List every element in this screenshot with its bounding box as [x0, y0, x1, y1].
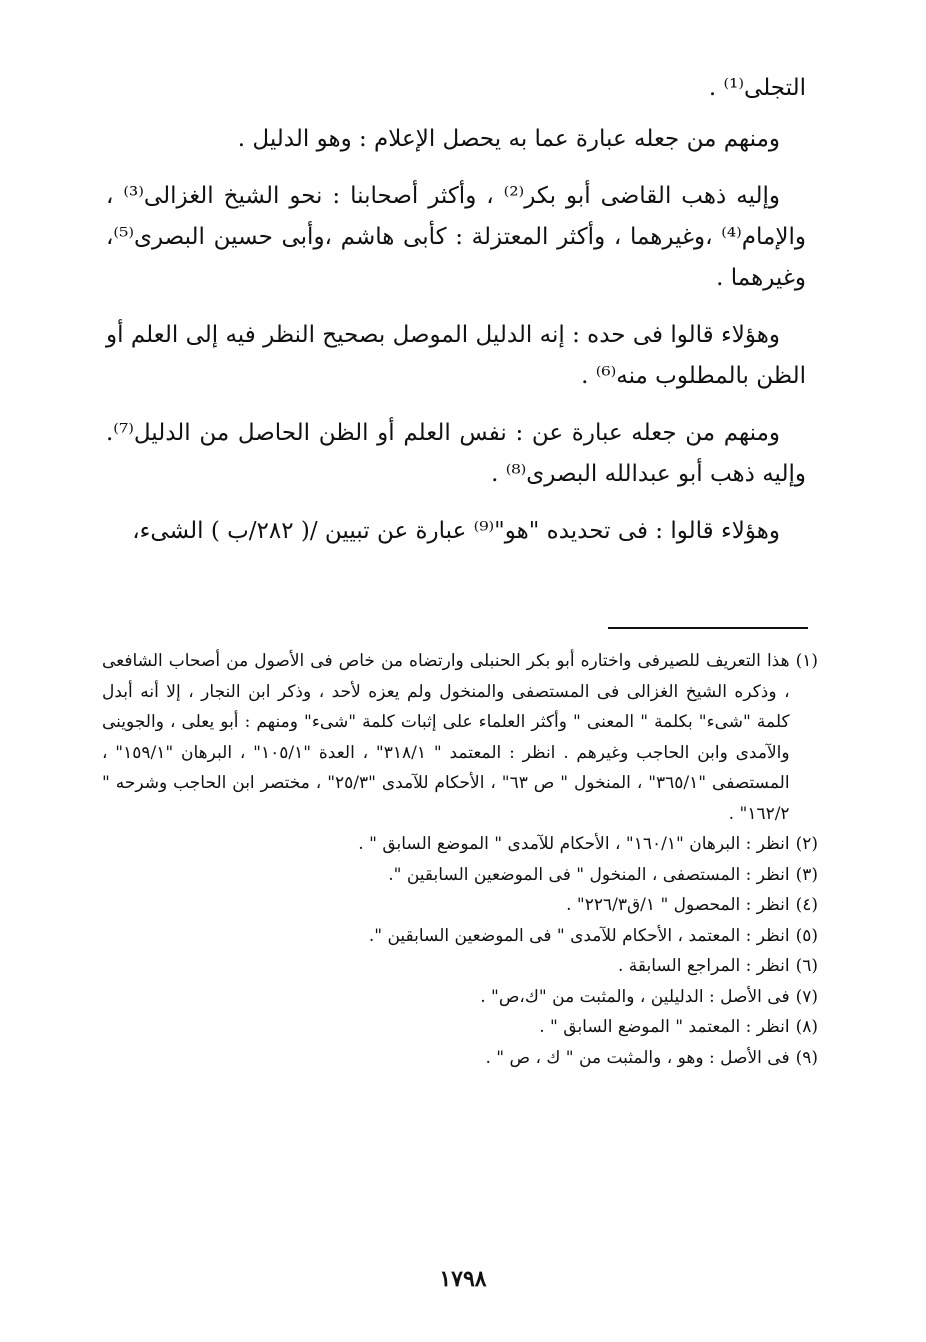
footnotes	[102, 646, 818, 1073]
paragraph-4: وهؤلاء قالوا فى حده : إنه الدليل الموصل بصحيح النظر فيه إلى العلم أو الظن بالمطلوب منه⁽⁶⁾ .	[106, 322, 806, 389]
paragraph-2: ومنهم من جعله عبارة عما به يحصل الإعلام : وهو الدليل .	[237, 126, 780, 152]
footnote-text: انظر : المراجع السابقة .	[617, 956, 790, 976]
footnote-text: انظر : المعتمد ، الأحكام للآمدى " فى الموضعين السابقين ".	[368, 925, 790, 946]
paragraph-6: وهؤلاء قالوا : فى تحديده "هو"⁽⁹⁾ عبارة عن تبيين /( ٢٨٢/ب ) الشىء،	[132, 518, 780, 544]
footnote-text: انظر : البرهان "١٦٠/١" ، الأحكام للآمدى " الموضع السابق " .	[358, 834, 790, 854]
paragraph-5: ومنهم من جعله عبارة عن : نفس العلم أو الظن الحاصل من الدليل⁽⁷⁾. وإليه ذهب أبو عبدالله البصرى⁽⁸⁾ .	[106, 420, 806, 487]
footnote-1	[102, 646, 818, 829]
footnote-6	[102, 951, 818, 982]
footnote-text: انظر : المستصفى ، المنخول " فى الموضعين السابقين ".	[388, 864, 790, 885]
main-text	[106, 68, 806, 568]
footnote-number: (١)	[795, 651, 818, 671]
footnote-text: فى الأصل : الدليلين ، والمثبت من "ك،ص" .	[480, 986, 790, 1007]
footnote-number: (٥)	[795, 925, 818, 946]
footnote-number: (٧)	[795, 986, 818, 1007]
paragraph-3: وإليه ذهب القاضى أبو بكر⁽²⁾ ، وأكثر أصحابنا : نحو الشيخ الغزالى⁽³⁾ ، والإمام⁽⁴⁾ ،وغيرهما ، وأكثر المعتزلة : كأبى هاشم ،وأبى حسين البصرى⁽⁵⁾، وغيرهما .	[106, 183, 806, 291]
page-number: ١٧٩٨	[439, 1266, 487, 1292]
footnote-number: (٣)	[795, 864, 818, 885]
footnote-2	[102, 829, 818, 860]
footnote-number: (٩)	[795, 1047, 818, 1068]
footnote-8	[102, 1012, 818, 1043]
footnote-text: فى الأصل : وهو ، والمثبت من " ك ، ص " .	[485, 1047, 790, 1068]
footnote-number: (٦)	[795, 956, 818, 976]
footnote-number: (٤)	[795, 895, 818, 915]
footnote-text: هذا التعريف للصيرفى واختاره أبو بكر الحنبلى وارتضاه من خاص فى الأصول من أصحاب الشافعى ، وذكره الشيخ الغزالى فى المستصفى والمنخول ولم يعزه لأحد ، وذكر ابن النجار ، إلا أنه أبدل كلمة "شىء" بكلمة " المعنى " وأكثر العلماء على إثبات كلمة "شىء" ومنهم : أبو يعلى ، والجوينى والآمدى وابن الحاجب وغيرهم . انظر : المعتمد " ٣١٨/١" ، العدة "١٠٥/١" ، البرهان "١٥٩/١" ، المستصفى "٣٦٥/١" ، المنخول " ص ٦٣" ، الأحكام للآمدى "٢٥/٣" ، مختصر ابن الحاجب وشرحه " ١٦٢/٢" .	[102, 651, 790, 824]
footnote-number: (٢)	[795, 834, 818, 854]
footnote-3	[102, 860, 818, 891]
paragraph-1: التجلى⁽¹⁾ .	[708, 75, 806, 101]
footnote-separator	[608, 627, 808, 629]
footnote-text: انظر : المعتمد " الموضع السابق " .	[539, 1017, 790, 1037]
footnote-7	[102, 982, 818, 1013]
footnote-9	[102, 1043, 818, 1074]
footnote-text: انظر : المحصول " ١/ق٢٢٦/٣" .	[566, 895, 790, 915]
footnote-number: (٨)	[795, 1017, 818, 1037]
footnote-5	[102, 921, 818, 952]
footnote-4	[102, 890, 818, 921]
